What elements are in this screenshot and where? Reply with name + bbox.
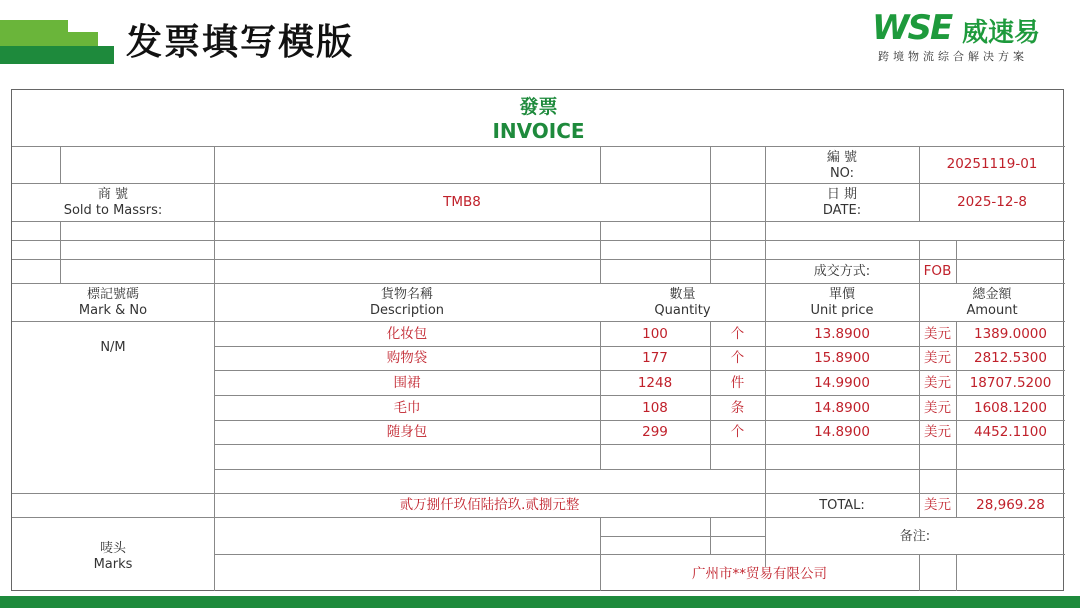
no-label-en: NO: xyxy=(829,166,855,181)
header-price-cn: 單價 xyxy=(828,287,855,302)
marks-label-cn: 唛头 xyxy=(99,541,126,556)
col-divider xyxy=(600,146,601,183)
total-in-words: 贰万捌仟玖佰陆拾玖.贰捌元整 xyxy=(399,497,580,513)
row-divider xyxy=(12,259,1065,260)
total-currency: 美元 xyxy=(924,497,951,513)
row-divider xyxy=(12,321,1065,322)
date-label-cn: 日 期 xyxy=(826,187,858,202)
col-divider xyxy=(60,146,61,183)
item-desc: 购物袋 xyxy=(386,350,428,366)
header-qty-en: Quantity xyxy=(654,303,711,318)
item-qty: 108 xyxy=(642,400,668,416)
row-divider xyxy=(12,240,1065,241)
item-qty: 299 xyxy=(642,424,668,440)
row-divider xyxy=(214,554,1065,555)
item-amount: 2812.5300 xyxy=(973,350,1047,366)
brand-logo xyxy=(872,8,1072,64)
item-currency: 美元 xyxy=(924,424,951,440)
item-amount: 4452.1100 xyxy=(973,424,1047,440)
invoice-number: 20251119-01 xyxy=(946,156,1038,172)
item-price: 14.8900 xyxy=(814,400,870,416)
col-divider xyxy=(956,240,957,283)
mark-value: N/M xyxy=(100,340,126,355)
row-divider xyxy=(214,444,1065,445)
page-title: 发票填写模版 xyxy=(126,22,355,63)
company-name: 广州市**贸易有限公司 xyxy=(692,566,827,582)
row-divider xyxy=(214,469,1065,470)
col-divider xyxy=(710,146,711,283)
row-divider xyxy=(12,221,1065,222)
item-amount: 1389.0000 xyxy=(973,326,1047,342)
sold-to-value: TMB8 xyxy=(443,194,481,210)
total-amount: 28,969.28 xyxy=(976,497,1045,513)
item-amount: 1608.1200 xyxy=(973,400,1047,416)
row-divider xyxy=(214,346,1065,347)
total-label: TOTAL: xyxy=(819,498,865,513)
item-currency: 美元 xyxy=(924,400,951,416)
row-divider xyxy=(12,493,1065,494)
col-divider xyxy=(956,554,957,591)
row-divider xyxy=(12,183,1065,184)
header-desc-en: Description xyxy=(369,303,445,318)
brand-tagline: 跨境物流综合解决方案 xyxy=(878,50,1028,63)
item-desc: 围裙 xyxy=(393,375,421,391)
row-divider xyxy=(12,517,1065,518)
invoice-table xyxy=(11,89,1064,591)
row-divider xyxy=(214,420,1065,421)
col-divider xyxy=(214,146,215,591)
item-price: 14.9900 xyxy=(814,375,870,391)
item-desc: 随身包 xyxy=(386,424,428,440)
col-divider xyxy=(710,517,711,554)
header-bar-mid xyxy=(0,32,98,46)
item-amount: 18707.5200 xyxy=(969,375,1052,391)
item-desc: 毛巾 xyxy=(393,400,421,416)
col-divider xyxy=(600,321,601,469)
col-divider xyxy=(600,221,601,283)
row-divider xyxy=(12,283,1065,284)
item-qty: 1248 xyxy=(637,375,673,391)
item-desc: 化妆包 xyxy=(386,326,428,342)
item-qty: 177 xyxy=(642,350,668,366)
item-price: 15.8900 xyxy=(814,350,870,366)
sold-to-label-cn: 商 號 xyxy=(97,187,129,202)
footer-bar xyxy=(0,596,1080,608)
row-divider xyxy=(214,395,1065,396)
row-divider xyxy=(214,370,1065,371)
item-unit: 个 xyxy=(730,326,745,342)
brand-mark: WSE xyxy=(872,8,952,48)
header-bar-bottom xyxy=(0,46,114,64)
item-unit: 条 xyxy=(730,400,745,416)
item-unit: 个 xyxy=(730,350,745,366)
brand-name: 威速易 xyxy=(962,18,1041,48)
header-amount-en: Amount xyxy=(966,303,1018,318)
date-value: 2025-12-8 xyxy=(957,194,1027,210)
header-qty-cn: 數量 xyxy=(669,287,696,302)
item-currency: 美元 xyxy=(924,326,951,342)
invoice-title-en: INVOICE xyxy=(492,119,585,143)
item-unit: 个 xyxy=(730,424,745,440)
col-divider xyxy=(710,321,711,469)
item-qty: 100 xyxy=(642,326,668,342)
invoice-title-cn: 發票 xyxy=(519,96,558,118)
item-currency: 美元 xyxy=(924,350,951,366)
header-price-en: Unit price xyxy=(810,303,874,318)
marks-label-en: Marks xyxy=(93,557,133,572)
trade-terms-value: FOB xyxy=(923,263,952,279)
item-price: 13.8900 xyxy=(814,326,870,342)
row-divider xyxy=(600,536,765,537)
header-amount-cn: 總金額 xyxy=(972,287,1012,302)
header-mark-en: Mark & No xyxy=(78,303,148,318)
header-bar-top xyxy=(0,20,68,32)
sold-to-label-en: Sold to Massrs: xyxy=(63,203,163,218)
item-unit: 件 xyxy=(730,375,745,391)
header-mark-cn: 標記號碼 xyxy=(86,287,139,302)
item-currency: 美元 xyxy=(924,375,951,391)
row-divider xyxy=(12,146,1065,147)
item-price: 14.8900 xyxy=(814,424,870,440)
remark-label: 备注: xyxy=(899,529,931,544)
col-divider xyxy=(919,554,920,591)
no-label-cn: 編 號 xyxy=(826,150,858,165)
header-desc-cn: 貨物名稱 xyxy=(380,287,433,302)
col-divider xyxy=(60,221,61,283)
date-label-en: DATE: xyxy=(822,203,862,218)
trade-terms-label: 成交方式: xyxy=(813,264,871,279)
